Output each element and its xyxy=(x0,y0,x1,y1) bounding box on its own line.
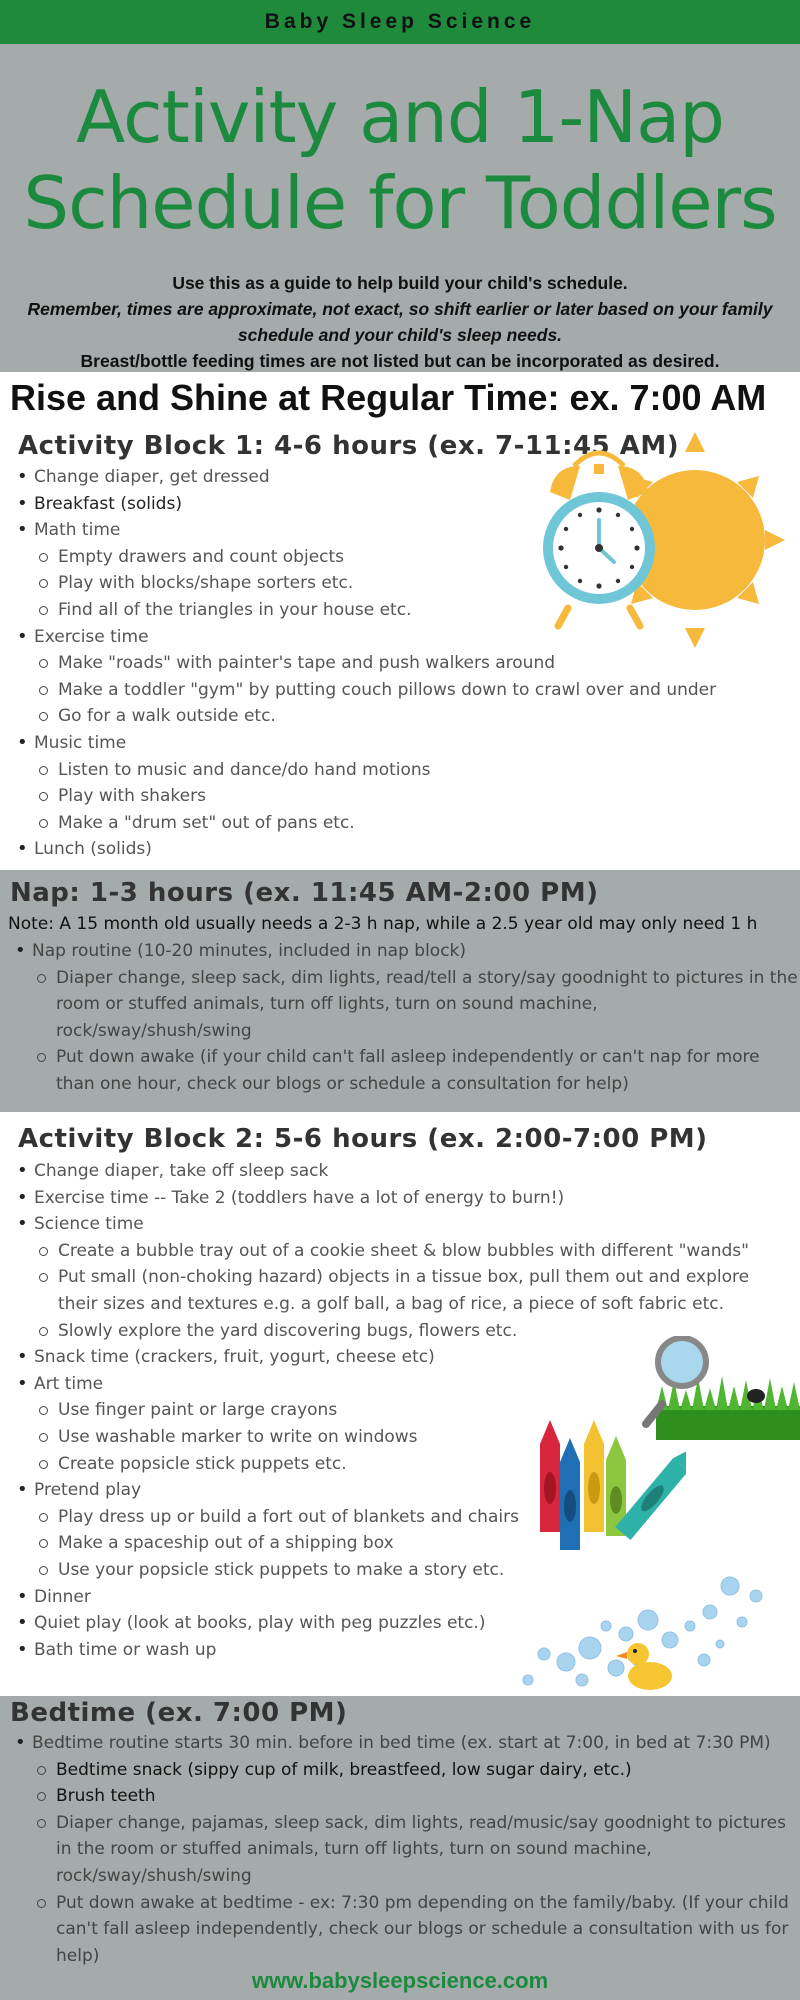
crayon-icon xyxy=(540,1420,560,1532)
sub-list xyxy=(34,1238,790,1344)
crayon-icon xyxy=(584,1420,604,1532)
sub-list-item: Make a "drum set" out of pans etc. xyxy=(34,810,750,837)
intro-line-1: Use this as a guide to help build your child's schedule. xyxy=(172,273,628,293)
bedtime-section xyxy=(0,1696,800,2000)
list-item: • Quiet play (look at books, play with peg puzzles etc.) xyxy=(10,1610,790,1637)
sub-list-item: Diaper change, pajamas, sleep sack, dim lights, read/music/say goodnight to pictures in the room or stuffed animals, turn off lights, turn on sound machine, rock/sway/shush/swing xyxy=(32,1810,798,1890)
list-item-label: Science time xyxy=(34,1214,144,1235)
intro-text xyxy=(10,270,790,374)
list-item-label: Pretend play xyxy=(34,1480,142,1501)
sub-list-item: Bedtime snack (sippy cup of milk, breastfeed, low sugar dairy, etc.) xyxy=(32,1757,798,1784)
nap-list xyxy=(8,938,798,1098)
crayon-icon xyxy=(560,1438,580,1550)
nap-note: Note: A 15 month old usually needs a 2-3 h nap, while a 2.5 year old may only need 1 h xyxy=(8,914,758,934)
list-item-label: Exercise time xyxy=(34,626,149,647)
rubber-duck-icon xyxy=(616,1643,672,1690)
sub-list-item: Slowly explore the yard discovering bugs, flowers etc. xyxy=(34,1318,790,1345)
activity-block-2 xyxy=(0,1116,800,1696)
sub-list-item: Empty drawers and count objects xyxy=(34,544,750,571)
bedtime-heading: Bedtime (ex. 7:00 PM) xyxy=(10,1698,348,1728)
list-item: • Dinner xyxy=(10,1584,790,1611)
intro-line-3: Breast/bottle feeding times are not listed but can be incorporated as desired. xyxy=(80,351,720,371)
bubbles-duck-illustration xyxy=(520,1556,780,1696)
sub-list-item: Brush teeth xyxy=(32,1783,798,1810)
list-item-label: Music time xyxy=(34,732,127,753)
sub-list-item: Go for a walk outside etc. xyxy=(34,703,750,730)
sub-list-item: Make "roads" with painter's tape and push walkers around xyxy=(34,650,750,677)
sub-list-item: Play with blocks/shape sorters etc. xyxy=(34,570,750,597)
website-url: www.babysleepscience.com xyxy=(251,1968,549,1993)
list-item: • Breakfast (solids) xyxy=(10,491,750,518)
activity-block-1 xyxy=(0,424,800,866)
title-line-2: Schedule for Toddlers xyxy=(23,161,777,245)
sub-list-item: Listen to music and dance/do hand motions xyxy=(34,757,750,784)
list-item-label: Art time xyxy=(34,1373,104,1394)
list-item: • Change diaper, get dressed xyxy=(10,464,750,491)
list-item: • Lunch (solids) xyxy=(10,836,750,863)
sun-clock-illustration xyxy=(540,430,790,670)
list-item: • Bath time or wash up xyxy=(10,1637,790,1664)
list-item xyxy=(10,730,750,836)
crayons-illustration xyxy=(536,1416,686,1556)
list-item xyxy=(8,938,798,1098)
sub-list-item: Use your popsicle stick puppets to make a story etc. xyxy=(34,1557,790,1584)
list-item xyxy=(8,1730,798,1969)
list-item-label: Nap routine (10-20 minutes, included in nap block) xyxy=(32,941,467,961)
list-item-label: Math time xyxy=(34,520,121,541)
list-item: • Snack time (crackers, fruit, yogurt, cheese etc) xyxy=(10,1344,790,1371)
rise-heading: Rise and Shine at Regular Time: ex. 7:00 AM xyxy=(10,377,767,418)
nap-heading: Nap: 1-3 hours (ex. 11:45 AM-2:00 PM) xyxy=(10,878,599,908)
list-item: • Exercise time -- Take 2 (toddlers have a lot of energy to burn!) xyxy=(10,1185,790,1212)
page-title xyxy=(0,74,800,246)
list-item: • Change diaper, take off sleep sack xyxy=(10,1158,790,1185)
bedtime-list xyxy=(8,1730,798,1969)
activity-block-2-heading: Activity Block 2: 5-6 hours (ex. 2:00-7:00 PM) xyxy=(18,1124,708,1154)
activity-block-1-heading: Activity Block 1: 4-6 hours (ex. 7-11:45 AM) xyxy=(18,431,680,461)
sub-list-item: Play with shakers xyxy=(34,783,750,810)
sub-list-item: Play dress up or build a fort out of blankets and chairs xyxy=(34,1504,790,1531)
sub-list-item: Make a spaceship out of a shipping box xyxy=(34,1530,790,1557)
sub-list-item: Use finger paint or large crayons xyxy=(34,1397,790,1424)
brand-bar xyxy=(0,0,800,44)
sub-list xyxy=(34,757,750,837)
nap-section xyxy=(0,870,800,1112)
sub-list xyxy=(32,1757,798,1970)
sub-list-item: Put down awake (if your child can't fall asleep independently or can't nap for more than one hour, check our blogs or schedule a consultation for help) xyxy=(32,1044,798,1097)
title-line-1: Activity and 1-Nap xyxy=(76,75,724,159)
sub-list-item: Diaper change, sleep sack, dim lights, read/tell a story/say goodnight to pictures in the room or stuffed animals, turn off lights, turn on sound machine, rock/sway/shush/swing xyxy=(32,965,798,1045)
sub-list-item: Put down awake at bedtime - ex: 7:30 pm depending on the family/baby. (If your child can't fall asleep independently, check our blogs or schedule a consultation with us for help) xyxy=(32,1890,798,1970)
hero-section xyxy=(0,44,800,372)
sub-list-item: Use washable marker to write on windows xyxy=(34,1424,790,1451)
sub-list-item: Create a bubble tray out of a cookie sheet & blow bubbles with different "wands" xyxy=(34,1238,790,1265)
brand-name: Baby Sleep Science xyxy=(264,10,536,33)
sub-list-item: Make a toddler "gym" by putting couch pillows down to crawl over and under xyxy=(34,677,750,704)
list-item xyxy=(10,1211,790,1344)
intro-line-2: Remember, times are approximate, not exact, so shift earlier or later based on your family schedule and your child's sleep needs. xyxy=(27,299,773,345)
list-item-label: Bedtime routine starts 30 min. before in bed time (ex. start at 7:00, in bed at 7:30 PM) xyxy=(32,1733,771,1753)
sub-list xyxy=(32,965,798,1098)
sub-list-item: Find all of the triangles in your house etc. xyxy=(34,597,750,624)
sub-list-item: Create popsicle stick puppets etc. xyxy=(34,1451,790,1478)
sub-list-item: Put small (non-choking hazard) objects in a tissue box, pull them out and explore their sizes and textures e.g. a golf ball, a bag of rice, a piece of soft fabric etc. xyxy=(34,1264,790,1317)
